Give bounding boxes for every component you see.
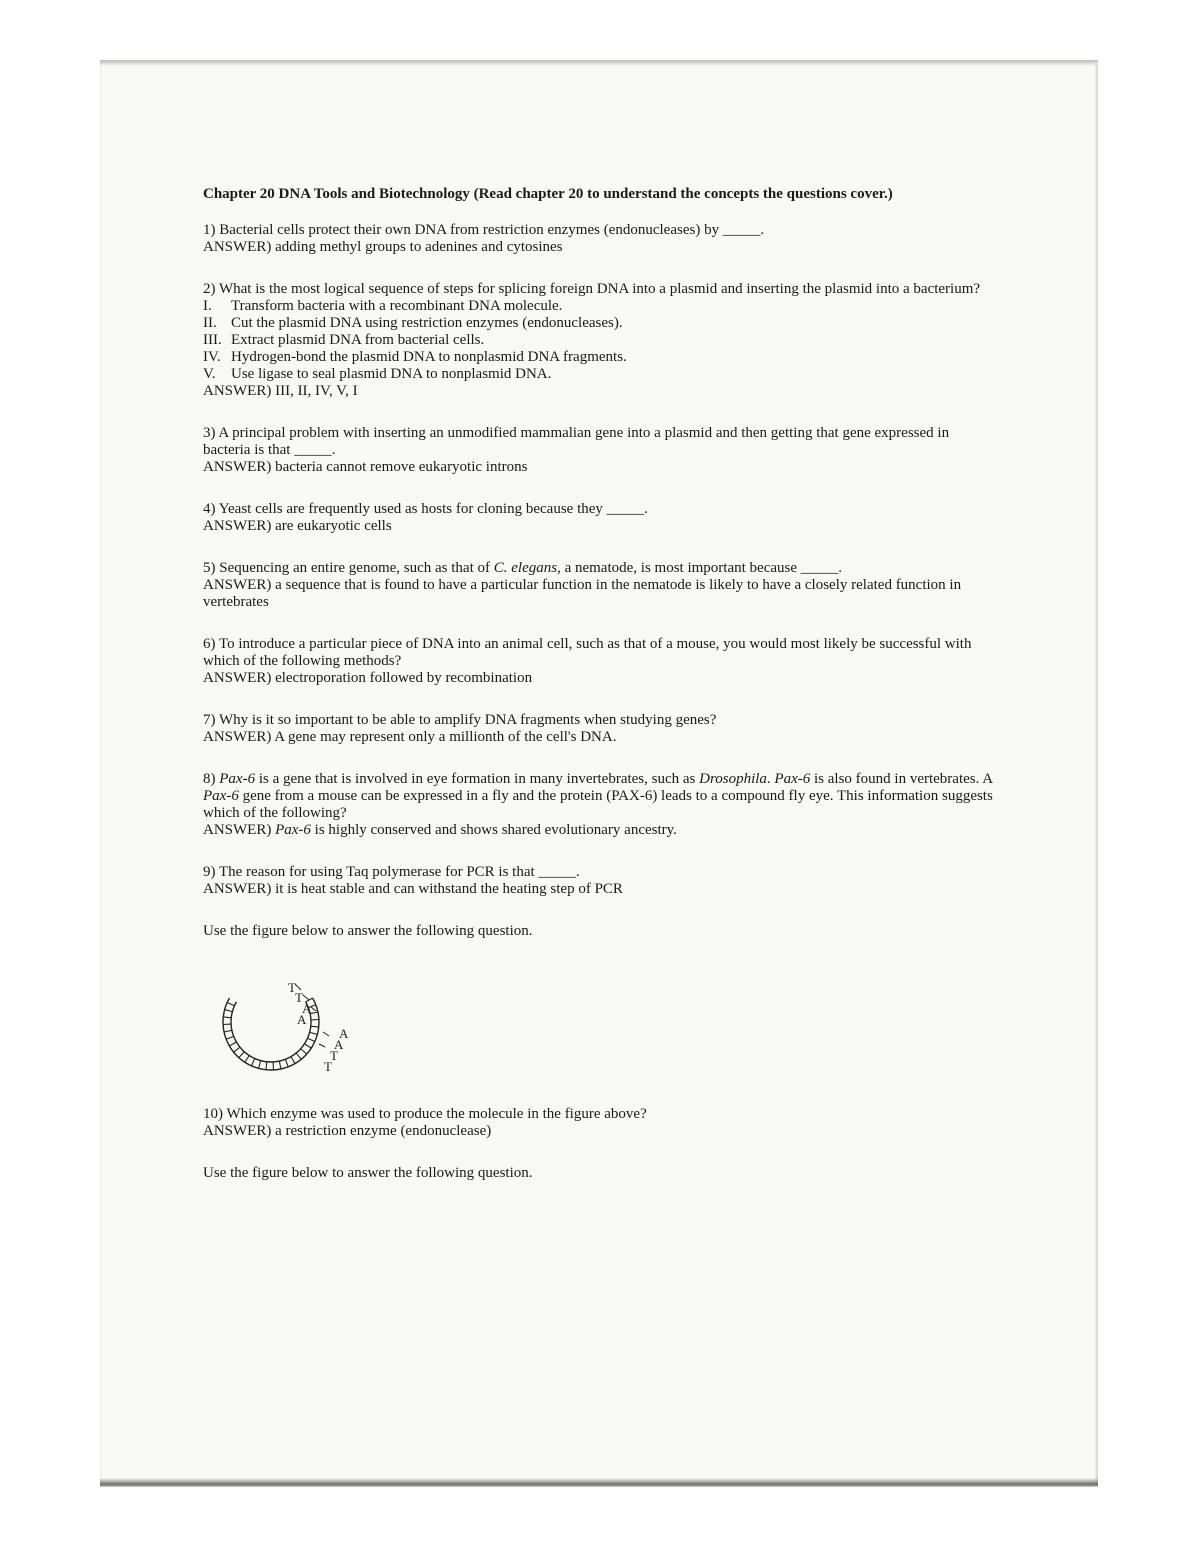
question-3 [203, 425, 993, 476]
question-1-text: 1) Bacterial cells protect their own DNA from restriction enzymes (endonucleases) by _____. [203, 222, 765, 238]
plasmid-diagram [211, 962, 361, 1084]
base-pair-rung [266, 1062, 267, 1070]
question-9-text: 9) The reason for using Taq polymerase for PCR is that _____. [203, 864, 580, 880]
base-pair-rung [229, 1042, 236, 1046]
paper-top-edge [100, 60, 1098, 66]
base-pair-rung [226, 1036, 233, 1039]
question-5-text-end: , a nematode, is most important because _____. [557, 560, 843, 576]
figure-instruction: Use the figure below to answer the following question. [203, 1165, 533, 1181]
question-8-text-part: is also found in vertebrates. A [810, 771, 993, 787]
base-pair-rung [279, 1061, 281, 1069]
base-letter: T [288, 980, 296, 995]
question-2-answer: ANSWER) III, II, IV, V, I [203, 383, 358, 399]
base-letter: T [330, 1048, 338, 1063]
paper-right-edge [1095, 62, 1098, 1486]
question-10 [203, 1106, 993, 1140]
step-number: V. [203, 366, 216, 382]
question-2-text: 2) What is the most logical sequence of steps for splicing foreign DNA into a plasmid and inserting the plasmid into a bacterium? [203, 281, 981, 297]
question-9-answer: ANSWER) it is heat stable and can withstand the heating step of PCR [203, 881, 623, 897]
question-6 [203, 636, 993, 687]
question-6-answer: ANSWER) electroporation followed by recombination [203, 670, 533, 686]
gene-name: Pax-6 [275, 822, 311, 838]
question-8-text [203, 771, 993, 822]
chapter-title: Chapter 20 DNA Tools and Biotechnology (Read chapter 20 to understand the concepts the questions cover.) [203, 186, 893, 202]
base-pair-rung [245, 1056, 249, 1063]
plasmid-figure [211, 962, 361, 1084]
question-8-answer [203, 822, 993, 839]
question-9 [203, 864, 993, 898]
organism-name: Drosophila [699, 771, 767, 787]
question-7-answer: ANSWER) A gene may represent only a millionth of the cell's DNA. [203, 729, 617, 745]
step-number: I. [203, 298, 212, 314]
sticky-end-tick [311, 1007, 316, 1011]
base-pair-rung [308, 1038, 315, 1041]
question-4-text: 4) Yeast cells are frequently used as hosts for cloning because they _____. [203, 501, 648, 517]
plasmid-dna-ladder [223, 984, 329, 1070]
base-pair-rung [251, 1059, 254, 1066]
question-5-answer: ANSWER) a sequence that is found to have a particular function in the nematode is likely to have a closely related function in vertebrates [203, 577, 962, 610]
base-pair-rung [223, 1017, 231, 1018]
question-8-text-part: . [766, 771, 775, 787]
question-1 [203, 222, 993, 256]
paper-bottom-edge [100, 1478, 1098, 1487]
base-pair-rung [239, 1052, 244, 1058]
base-letter: A [302, 1001, 312, 1016]
question-5-text [203, 560, 993, 577]
base-pair-rung [291, 1057, 295, 1064]
base-pair-rung [311, 1026, 319, 1027]
question-10-answer: ANSWER) a restriction enzyme (endonuclease) [203, 1123, 492, 1139]
base-pair-rung [224, 1030, 232, 1032]
question-7-text: 7) Why is it so important to be able to amplify DNA fragments when studying genes? [203, 712, 717, 728]
base-pair-rung [234, 1047, 240, 1052]
base-letter: A [297, 1012, 307, 1027]
base-letter: A [334, 1037, 344, 1052]
question-3-answer: ANSWER) bacteria cannot remove eukaryotic introns [203, 459, 528, 475]
base-pair-rung [259, 1061, 261, 1069]
question-5-text-start: 5) Sequencing an entire genome, such as that of [203, 560, 494, 576]
base-pair-rung [296, 1053, 301, 1059]
answer-prefix: ANSWER) [203, 822, 276, 838]
step-number: IV. [203, 349, 221, 365]
base-letter: T [295, 990, 303, 1005]
question-4 [203, 501, 993, 535]
question-8-text-part: gene from a mouse can be expressed in a fly and the protein (PAX-6) leads to a compound fly eye. This information suggests which of the following? [203, 788, 993, 821]
question-2-steps [203, 298, 993, 383]
question-6-text: 6) To introduce a particular piece of DNA into an animal cell, such as that of a mouse, you would most likely be successful with which of the following methods? [203, 636, 972, 669]
step-number: II. [203, 315, 217, 331]
step-text: Transform bacteria with a recombinant DNA molecule. [231, 298, 563, 314]
base-letter: T [324, 1059, 332, 1074]
step-item [203, 366, 993, 383]
question-4-answer: ANSWER) are eukaryotic cells [203, 518, 392, 534]
question-8 [203, 771, 993, 839]
base-pair-rung [301, 1049, 307, 1054]
base-pair-rung [305, 1044, 312, 1048]
gene-name: Pax-6 [219, 771, 256, 787]
base-letter: A [339, 1026, 349, 1041]
figure-instruction: Use the figure below to answer the following question. [203, 923, 533, 939]
sticky-end-tick [319, 1044, 325, 1047]
question-8-text-part: is a gene that is involved in eye formation in many invertebrates, such as [255, 771, 700, 787]
step-item [203, 332, 993, 349]
base-pair-rung [227, 1002, 234, 1005]
base-pair-rung [285, 1059, 288, 1066]
step-text: Use ligase to seal plasmid DNA to nonplasmid DNA. [231, 366, 552, 382]
step-item [203, 315, 993, 332]
gene-name: Pax-6 [203, 788, 239, 804]
step-number: III. [203, 332, 222, 348]
question-8-number: 8) [203, 771, 220, 787]
species-name: C. elegans [493, 560, 558, 576]
question-2 [203, 281, 993, 400]
question-1-answer: ANSWER) adding methyl groups to adenines and cytosines [203, 239, 563, 255]
question-10-text: 10) Which enzyme was used to produce the molecule in the figure above? [203, 1106, 647, 1122]
step-text: Cut the plasmid DNA using restriction enzymes (endonucleases). [231, 315, 623, 331]
question-8-answer-text: is highly conserved and shows shared evolutionary ancestry. [310, 822, 677, 838]
sticky-end-tick [303, 995, 309, 1000]
question-3-text: 3) A principal problem with inserting an unmodified mammalian gene into a plasmid and then getting that gene expressed in bacteria is that _____. [203, 425, 950, 458]
question-7 [203, 712, 993, 746]
step-item [203, 349, 993, 366]
document-body [203, 186, 993, 1204]
question-5 [203, 560, 993, 611]
step-text: Extract plasmid DNA from bacterial cells. [231, 332, 485, 348]
base-pair-rung [310, 1032, 318, 1034]
step-text: Hydrogen-bond the plasmid DNA to nonplasmid DNA fragments. [231, 349, 627, 365]
base-pair-rung [225, 1010, 233, 1012]
gene-name: Pax-6 [774, 771, 811, 787]
sticky-end-tick [323, 1032, 329, 1036]
step-item [203, 298, 993, 315]
